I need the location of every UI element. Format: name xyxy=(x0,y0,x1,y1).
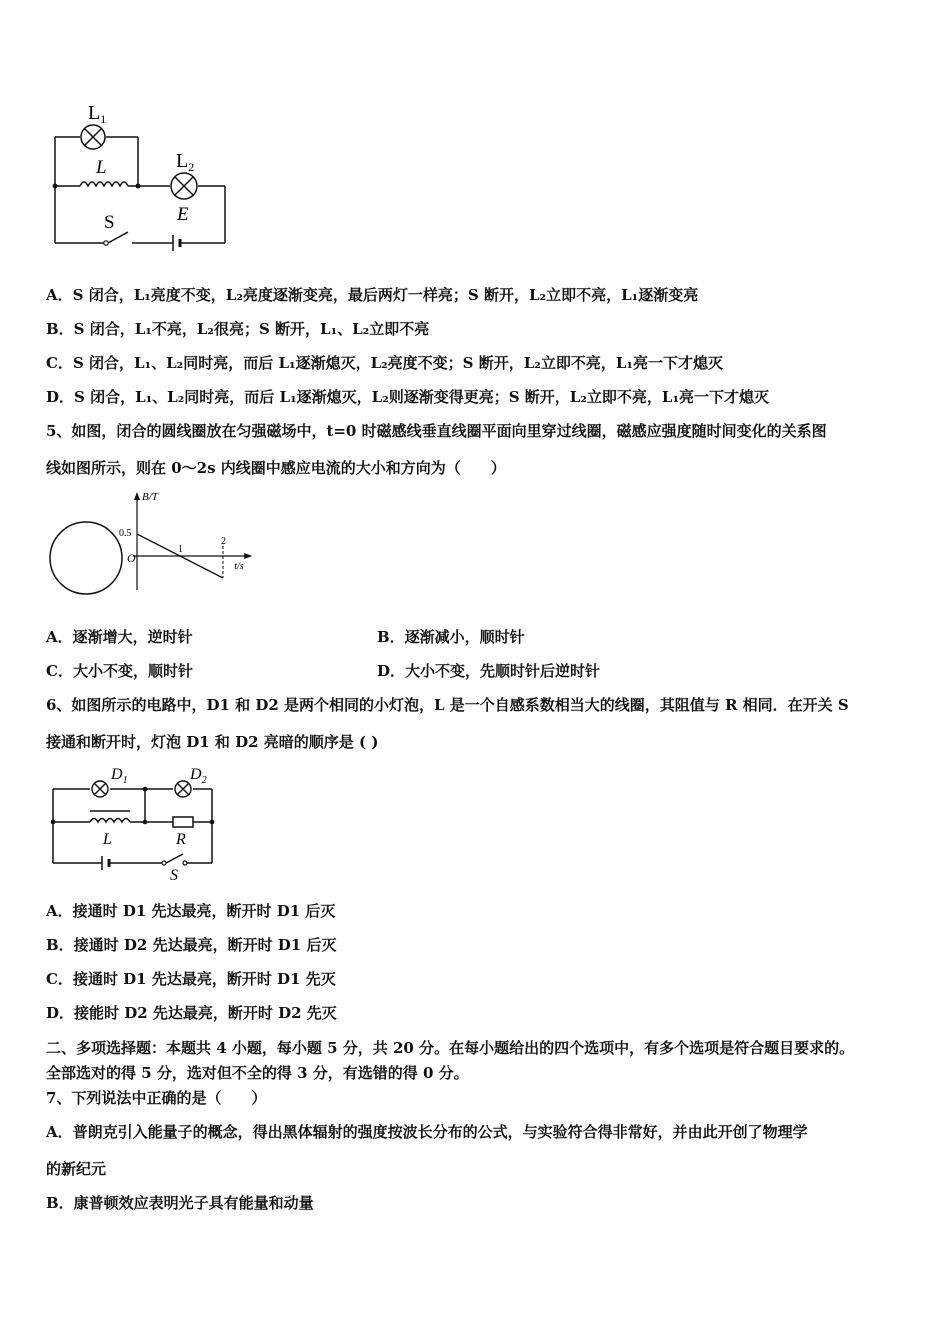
figure-q4-circuit xyxy=(40,95,240,260)
fig6-resistor-label: R xyxy=(176,831,186,848)
q4-option-c: C．S 闭合，L₁、L₂同时亮，而后 L₁逐渐熄灭，L₂亮度不变；S 断开，L₂立即不亮，L₁亮一下才熄灭 xyxy=(46,354,723,372)
section2-heading-line1: 二、多项选择题：本题共 4 小题，每小题 5 分，共 20 分。在每小题给出的四个选项中，有多个选项是符合题目要求的。 xyxy=(46,1039,855,1057)
q7-stem: 7、下列说法中正确的是（ ） xyxy=(46,1089,267,1107)
fig4-lamp2-sub: 2 xyxy=(188,160,195,174)
q5-option-c: C．大小不变，顺时针 xyxy=(46,662,193,680)
svg-text:D2 xyxy=(189,766,207,786)
lamp-d2-icon xyxy=(175,781,191,797)
q4-option-d: D．S 闭合，L₁、L₂同时亮，而后 L₁逐渐熄灭，L₂则逐渐变得更亮；S 断开，L₂立即不亮，L₁亮一下才熄灭 xyxy=(46,388,770,406)
q5-xlabel: t/s xyxy=(234,561,244,572)
svg-text:L1 xyxy=(88,102,106,126)
lamp-l2-icon xyxy=(171,173,197,199)
section2-heading-line2: 全部选对的得 5 分，选对但不全的得 3 分，有选错的得 0 分。 xyxy=(46,1064,469,1082)
fig6-d2-sub: 2 xyxy=(201,775,207,786)
q6-stem-line1: 6、如图所示的电路中，D1 和 D2 是两个相同的小灯泡，L 是一个自感系数相当大的线圈，其阻值与 R 相同．在开关 S xyxy=(46,696,849,714)
q6-stem-line2: 接通和断开时，灯泡 D1 和 D2 亮暗的顺序是 ( ) xyxy=(46,733,379,751)
q7-option-a-line1: A．普朗克引入能量子的概念，得出黑体辐射的强度按波长分布的公式，与实验符合得非常好，并由此开创了物理学 xyxy=(46,1123,808,1141)
fig6-inductor-label: L xyxy=(103,831,112,848)
q7-option-b: B．康普顿效应表明光子具有能量和动量 xyxy=(46,1194,314,1212)
y-axis-arrow-icon xyxy=(134,492,140,500)
q5-axes xyxy=(133,496,248,590)
q5-option-b: B．逐渐减小，顺时针 xyxy=(377,628,525,646)
q4-option-a: A．S 闭合，L₁亮度不变，L₂亮度逐渐变亮，最后两灯一样亮；S 断开，L₂立即不亮，L₁逐渐变亮 xyxy=(46,286,699,304)
fig6-d1-sub: 1 xyxy=(122,775,128,786)
fig4-switch-label: S xyxy=(104,212,115,233)
fig4-inductor-label: L xyxy=(96,157,107,178)
q6-option-a: A．接通时 D1 先达最亮，断开时 D1 后灭 xyxy=(46,902,336,920)
x-axis-arrow-icon xyxy=(244,553,252,559)
q5-stem-line2: 线如图所示，则在 0～2s 内线圈中感应电流的大小和方向为（ ） xyxy=(46,459,506,477)
circular-coil-icon xyxy=(50,522,122,594)
q5-option-a: A．逐渐增大，逆时针 xyxy=(46,628,193,646)
fig6-switch-label: S xyxy=(170,867,178,884)
lamp-d1-icon xyxy=(92,781,108,797)
q5-xtick1-label: 1 xyxy=(178,544,183,555)
q5-ytick-label: 0.5 xyxy=(119,528,132,539)
q5-origin: O xyxy=(127,551,136,565)
q6-option-d: D．接能时 D2 先达最亮，断开时 D2 先灭 xyxy=(46,1004,337,1022)
q7-option-a-line2: 的新纪元 xyxy=(46,1160,107,1178)
q5-option-d: D．大小不变，先顺时针后逆时针 xyxy=(377,662,601,680)
figure-q6-circuit xyxy=(40,760,225,885)
fig4-source-label: E xyxy=(177,204,189,225)
fig4-lamp1-label: L xyxy=(88,102,101,124)
fig4-lamp1-sub: 1 xyxy=(100,112,107,126)
q5-ylabel: B/T xyxy=(142,491,158,503)
q6-option-c: C．接通时 D1 先达最亮，断开时 D1 先灭 xyxy=(46,970,336,988)
figure-q5 xyxy=(40,488,280,603)
fig6-d1-label: D xyxy=(111,766,123,783)
resistor-r-icon xyxy=(173,817,193,827)
svg-text:D1 xyxy=(110,766,128,786)
q5-xtick2-label: 2 xyxy=(221,536,226,547)
svg-text:L2 xyxy=(176,150,194,174)
lamp-l1-icon xyxy=(81,125,105,149)
q5-stem-line1: 5、如图，闭合的圆线圈放在匀强磁场中，t=0 时磁感线垂直线圈平面向里穿过线圈，磁感应强度随时间变化的关系图 xyxy=(46,422,827,440)
q6-option-b: B．接通时 D2 先达最亮，断开时 D1 后灭 xyxy=(46,936,337,954)
fig4-lamp2-label: L xyxy=(176,150,189,172)
fig6-d2-label: D xyxy=(190,766,202,783)
q4-option-b: B．S 闭合，L₁不亮，L₂很亮；S 断开，L₁、L₂立即不亮 xyxy=(46,320,430,338)
